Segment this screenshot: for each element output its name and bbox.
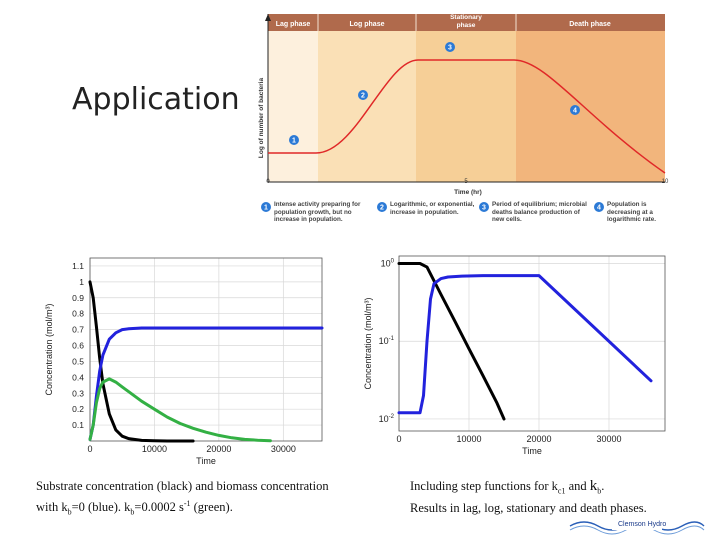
chart0-y-tick-6: 0.7 [72, 324, 84, 335]
lag-phase-band [268, 14, 318, 182]
growth-x-tick-10: 10 [661, 179, 669, 185]
growth-x-axis-label: Time (hr) [454, 189, 482, 196]
growth-curve-diagram [246, 8, 676, 243]
legend-3 [479, 201, 590, 241]
chart0-y-tick-2: 0.3 [72, 388, 84, 399]
chart0-x-tick-2: 20000 [206, 444, 232, 454]
chart1-x-tick-1: 10000 [456, 434, 482, 444]
chart1-y-tick-0: $10^0$ [380, 258, 394, 269]
svg-text:2: 2 [380, 204, 384, 212]
chart0-y-tick-7: 0.8 [72, 308, 84, 319]
log-concentration-chart [363, 248, 673, 470]
chart0-x-tick-1: 10000 [141, 444, 167, 454]
log-phase-label: Log phase [349, 21, 385, 28]
death-phase-label: Death phase [569, 21, 611, 28]
chart0-y-tick-5: 0.6 [72, 340, 84, 351]
stationary-phase-label: Stationary phase [450, 14, 482, 29]
chart0-y-tick-3: 0.4 [72, 372, 84, 383]
legend-1 [261, 201, 366, 241]
svg-text:1: 1 [264, 204, 268, 212]
lag-phase-label: Lag phase [275, 21, 311, 28]
legend-3-text: Period of equilibrium; microbial deaths balance production of new cells. [492, 201, 587, 223]
marker-2 [358, 90, 368, 100]
linear-concentration-chart [30, 248, 330, 470]
chart0-series-1-line [90, 328, 322, 439]
growth-x-tick-0: 0 [266, 179, 270, 185]
marker-1 [289, 135, 299, 145]
chart0-y-tick-1: 0.2 [72, 404, 84, 415]
stationary-phase-band [416, 14, 516, 182]
chart1-series-1-line [399, 276, 651, 413]
footer-text: Clemson Hydro [618, 521, 667, 528]
chart0-y-tick-4: 0.5 [72, 356, 84, 367]
chart1-x-tick-3: 30000 [596, 434, 622, 444]
caption-right [410, 478, 710, 517]
legend-4-text: Population is decreasing at a logarithmic rate. [607, 201, 656, 223]
chart0-frame [90, 258, 322, 441]
legend-4 [594, 201, 675, 241]
caption-left-line-1: Substrate concentration (black) and biomass concentration [36, 479, 329, 493]
svg-text:3: 3 [448, 44, 452, 52]
chart1-x-tick-2: 20000 [526, 434, 552, 444]
chart0-y-tick-10: 1.1 [72, 260, 84, 271]
slide-title: Application [72, 82, 240, 117]
svg-text:4: 4 [573, 107, 577, 115]
svg-text:1: 1 [292, 137, 296, 145]
chart0-y-tick-0: 0.1 [72, 420, 84, 431]
chart1-frame [399, 256, 665, 431]
svg-text:4: 4 [597, 204, 601, 212]
caption-left-line-2: with $k_b=0$ (blue). $k_b=0.0002$ $s^{-1}$ (green). [36, 499, 233, 517]
caption-left [36, 478, 386, 521]
chart0-y-tick-8: 0.9 [72, 292, 84, 303]
chart1-x-tick-0: 0 [396, 434, 402, 444]
growth-y-axis-label: Log of number of bacteria [258, 77, 265, 159]
chart0-x-tick-0: 0 [87, 444, 93, 454]
caption-right-line-2: Results in lag, log, stationary and death phases. [410, 500, 647, 515]
svg-text:2: 2 [361, 92, 365, 100]
caption-right-line-1: Including step functions for $k_{c1}$ and $k_b$. [410, 478, 605, 496]
marker-3 [445, 42, 455, 52]
growth-x-tick-5: 5 [464, 179, 468, 185]
legend-2-text: Logarithmic, or exponential, increase in population. [390, 201, 475, 216]
chart1-x-axis-label: Time [522, 446, 542, 456]
chart0-y-tick-9: 1 [79, 276, 84, 287]
chart1-y-tick-1: $10^{-1}$ [378, 336, 394, 347]
chart1-y-tick-2: $10^{-2}$ [378, 413, 394, 424]
legend-2 [377, 201, 478, 241]
svg-text:3: 3 [482, 204, 486, 212]
legend-1-text: Intense activity preparing for population growth, but no increase in population. [274, 201, 361, 223]
chart0-y-axis-label: Concentration (mol/m³) [44, 303, 54, 396]
chart0-x-tick-3: 30000 [270, 444, 296, 454]
chart0-x-axis-label: Time [196, 456, 216, 466]
chart1-y-axis-label: Concentration (mol/m³) [363, 297, 373, 390]
marker-4 [570, 105, 580, 115]
